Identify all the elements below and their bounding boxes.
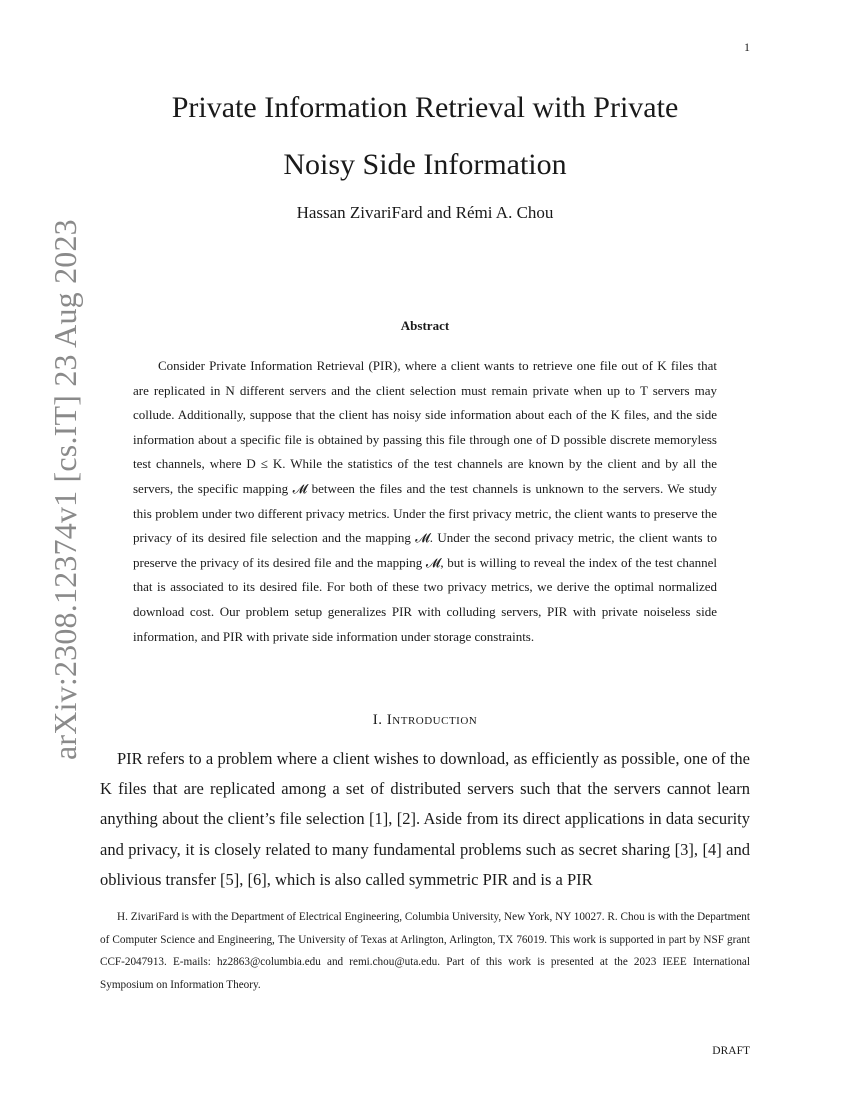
title-line-1: Private Information Retrieval with Private xyxy=(171,91,679,124)
section-title: Introduction xyxy=(386,712,478,728)
arxiv-stamp: arXiv:2308.12374v1 [cs.IT] 23 Aug 2023 xyxy=(47,219,83,760)
paper-title xyxy=(100,79,750,193)
authors: Hassan ZivariFard and Rémi A. Chou xyxy=(296,203,554,222)
section-number: I. xyxy=(372,712,383,728)
abstract-body: Consider Private Information Retrieval (PIR), where a client wants to retrieve one file out of K files that are replicated in N different servers and the client selection must remain private when up to T servers may collude. Additionally, suppose that the client has noisy side information about each of the K files, and the side information about a specific file is obtained by passing this file through one of D possible discrete memoryless test channels, where D ≤ K. While the statistics of the test channels are known by the client and by all the servers, the specific mapping 𝓜 between the files and the test channels is unknown to the servers. We study this problem under two different privacy metrics. Under the first privacy metric, the client wants to preserve the privacy of its desired file selection and the mapping 𝓜. Under the second privacy metric, the client wants to preserve the privacy of its desired file and the mapping 𝓜, but is willing to reveal the index of the test channel that is associated to its desired file. For both of these two privacy metrics, we derive the optimal normalized download cost. Our problem setup generalizes PIR with colluding servers, PIR with private noiseless side information, and PIR with private side information under storage constraints. xyxy=(133,358,717,644)
abstract-heading: Abstract xyxy=(400,318,450,333)
title-line-2: Noisy Side Information xyxy=(283,148,567,181)
draft-label: DRAFT xyxy=(712,1045,750,1057)
page-number: 1 xyxy=(744,40,750,54)
footnote: H. ZivariFard is with the Department of Electrical Engineering, Columbia University, New York, NY 10027. R. Chou is with the Department of Computer Science and Engineering, The University of Texas at Arlington, Arlington, TX 76019. This work is supported in part by NSF grant CCF-2047913. E-mails: hz2863@columbia.edu and remi.chou@uta.edu. Part of this work is presented at the 2023 IEEE International Symposium on Information Theory. xyxy=(100,911,750,991)
section-heading-introduction xyxy=(100,712,750,729)
intro-paragraph: PIR refers to a problem where a client wishes to download, as efficiently as possible, one of the K files that are replicated among a set of distributed servers such that the servers cannot learn anything about the client’s file selection [1], [2]. Aside from its direct applications in data security and privacy, it is closely related to many fundamental problems such as secret sharing [3], [4] and oblivious transfer [5], [6], which is also called symmetric PIR and is a PIR xyxy=(100,749,750,889)
